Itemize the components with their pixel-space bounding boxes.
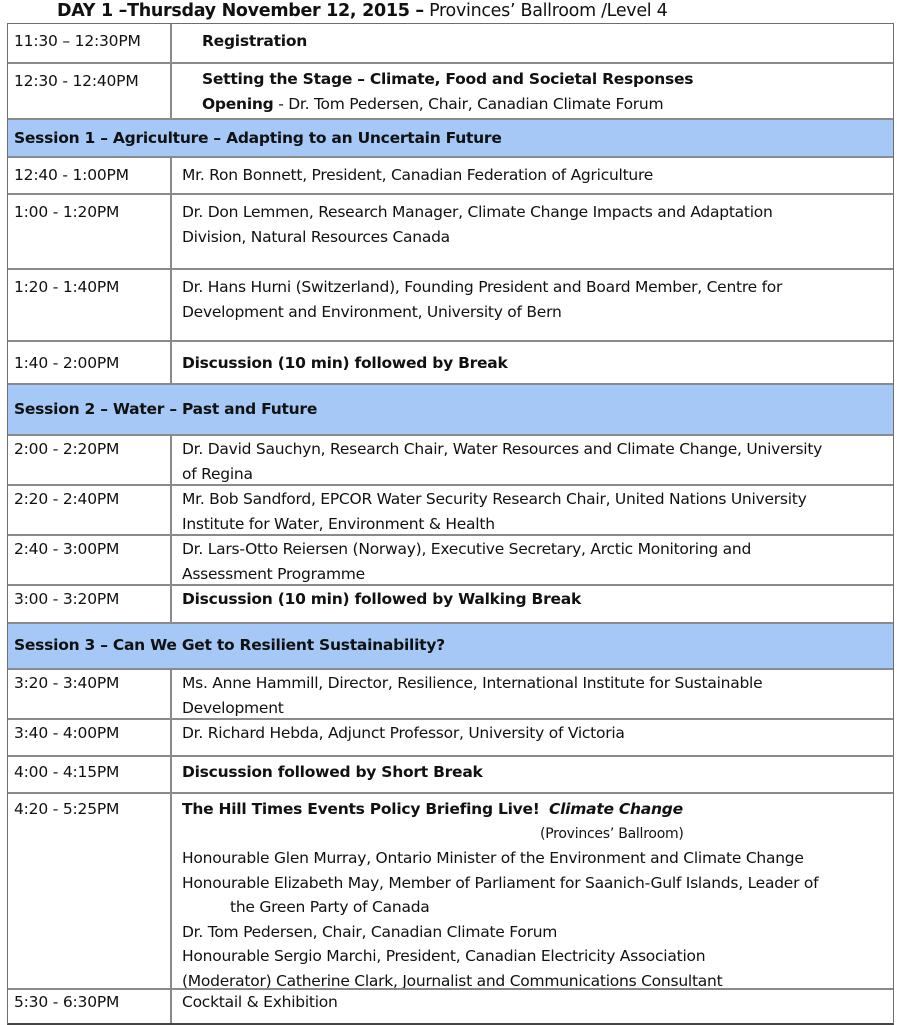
desc-cell xyxy=(172,990,893,1023)
table-row xyxy=(8,24,893,62)
time-cell: 3:00 - 3:20PM xyxy=(8,586,172,622)
time-cell: 2:00 - 2:20PM xyxy=(8,436,172,484)
desc-line: Ms. Anne Hammill, Director, Resilience, International Institute for Sustainable xyxy=(182,674,763,692)
desc-line: Development and Environment, University of Bern xyxy=(182,302,562,321)
time-cell: 4:00 - 4:15PM xyxy=(8,757,172,792)
desc-line: of Regina xyxy=(182,464,253,483)
page-title xyxy=(57,0,667,23)
desc-line: Discussion (10 min) followed by Walking Break xyxy=(182,590,582,608)
agenda-table xyxy=(7,23,894,1025)
desc-line: Division, Natural Resources Canada xyxy=(182,227,450,246)
speaker-line: the Green Party of Canada xyxy=(230,898,430,916)
table-row xyxy=(8,484,893,534)
table-row xyxy=(8,668,893,718)
time-cell: 12:30 - 12:40PM xyxy=(8,64,172,118)
desc-cell xyxy=(172,586,893,622)
desc-line: Discussion (10 min) followed by Break xyxy=(182,354,508,372)
table-row xyxy=(8,340,893,383)
opening-label: Opening xyxy=(202,94,274,113)
desc-cell xyxy=(172,486,893,534)
session-header-row xyxy=(8,383,893,434)
time-cell: 4:20 - 5:25PM xyxy=(8,794,172,988)
desc-cell xyxy=(172,670,893,718)
session-2-header: Session 2 – Water – Past and Future xyxy=(8,385,893,434)
desc-line: Dr. David Sauchyn, Research Chair, Water Resources and Climate Change, University xyxy=(182,440,823,458)
desc-line: Registration xyxy=(202,32,308,50)
table-row xyxy=(8,268,893,340)
time-cell: 12:40 - 1:00PM xyxy=(8,158,172,193)
desc-cell xyxy=(172,270,893,340)
table-row xyxy=(8,584,893,622)
opening-title: Setting the Stage – Climate, Food and Societal Responses xyxy=(202,70,694,88)
panel-title: The Hill Times Events Policy Briefing Live! xyxy=(182,800,540,818)
time-cell: 1:40 - 2:00PM xyxy=(8,342,172,383)
desc-cell xyxy=(172,536,893,584)
desc-cell xyxy=(172,342,893,383)
desc-cell xyxy=(172,158,893,193)
panel-title-italic: Climate Change xyxy=(548,800,683,818)
desc-line: Mr. Bob Sandford, EPCOR Water Security Research Chair, United Nations University xyxy=(182,490,807,508)
table-row xyxy=(8,988,893,1023)
speaker-line: Honourable Sergio Marchi, President, Canadian Electricity Association xyxy=(182,947,706,965)
desc-cell xyxy=(172,195,893,268)
table-row xyxy=(8,62,893,118)
desc-line: Assessment Programme xyxy=(182,564,365,583)
session-1-header: Session 1 – Agriculture – Adapting to an Uncertain Future xyxy=(8,120,893,156)
time-cell: 2:40 - 3:00PM xyxy=(8,536,172,584)
session-3-header: Session 3 – Can We Get to Resilient Sustainability? xyxy=(8,624,893,668)
panel-location: (Provinces’ Ballroom) xyxy=(540,825,684,842)
desc-line: Development xyxy=(182,698,284,717)
time-cell: 11:30 – 12:30PM xyxy=(8,24,172,62)
panel-row xyxy=(8,792,893,988)
desc-line: Discussion followed by Short Break xyxy=(182,763,483,781)
time-cell: 3:40 - 4:00PM xyxy=(8,720,172,755)
desc-line: Dr. Hans Hurni (Switzerland), Founding President and Board Member, Centre for xyxy=(182,278,783,296)
table-row xyxy=(8,193,893,268)
session-header-row xyxy=(8,118,893,156)
opening-text: - Dr. Tom Pedersen, Chair, Canadian Climate Forum xyxy=(273,94,664,113)
day-label: DAY 1 –Thursday November 12, 2015 – xyxy=(57,1,424,21)
table-row xyxy=(8,534,893,584)
speaker-line: (Moderator) Catherine Clark, Journalist and Communications Consultant xyxy=(182,971,723,990)
table-row xyxy=(8,156,893,193)
desc-cell xyxy=(172,794,893,988)
desc-cell xyxy=(172,24,893,62)
desc-line: Institute for Water, Environment & Health xyxy=(182,514,495,533)
venue-label: Provinces’ Ballroom /Level 4 xyxy=(423,1,668,21)
desc-line: Cocktail & Exhibition xyxy=(182,993,338,1011)
session-header-row xyxy=(8,622,893,668)
time-cell: 2:20 - 2:40PM xyxy=(8,486,172,534)
time-cell: 1:00 - 1:20PM xyxy=(8,195,172,268)
speaker-line: Dr. Tom Pedersen, Chair, Canadian Climate Forum xyxy=(182,922,558,941)
desc-cell xyxy=(172,757,893,792)
table-row xyxy=(8,755,893,792)
speaker-line: Honourable Glen Murray, Ontario Minister of the Environment and Climate Change xyxy=(182,849,804,867)
desc-cell xyxy=(172,436,893,484)
desc-cell xyxy=(172,720,893,755)
time-cell: 1:20 - 1:40PM xyxy=(8,270,172,340)
desc-line: Dr. Don Lemmen, Research Manager, Climate Change Impacts and Adaptation xyxy=(182,203,773,221)
desc-cell xyxy=(172,64,893,118)
desc-line: Mr. Ron Bonnett, President, Canadian Federation of Agriculture xyxy=(182,166,654,184)
desc-line: Dr. Richard Hebda, Adjunct Professor, University of Victoria xyxy=(182,724,625,742)
table-row xyxy=(8,718,893,755)
time-cell: 3:20 - 3:40PM xyxy=(8,670,172,718)
desc-line: Dr. Lars-Otto Reiersen (Norway), Executive Secretary, Arctic Monitoring and xyxy=(182,540,752,558)
speaker-line: Honourable Elizabeth May, Member of Parliament for Saanich-Gulf Islands, Leader of xyxy=(182,873,819,892)
table-row xyxy=(8,434,893,484)
time-cell: 5:30 - 6:30PM xyxy=(8,990,172,1023)
